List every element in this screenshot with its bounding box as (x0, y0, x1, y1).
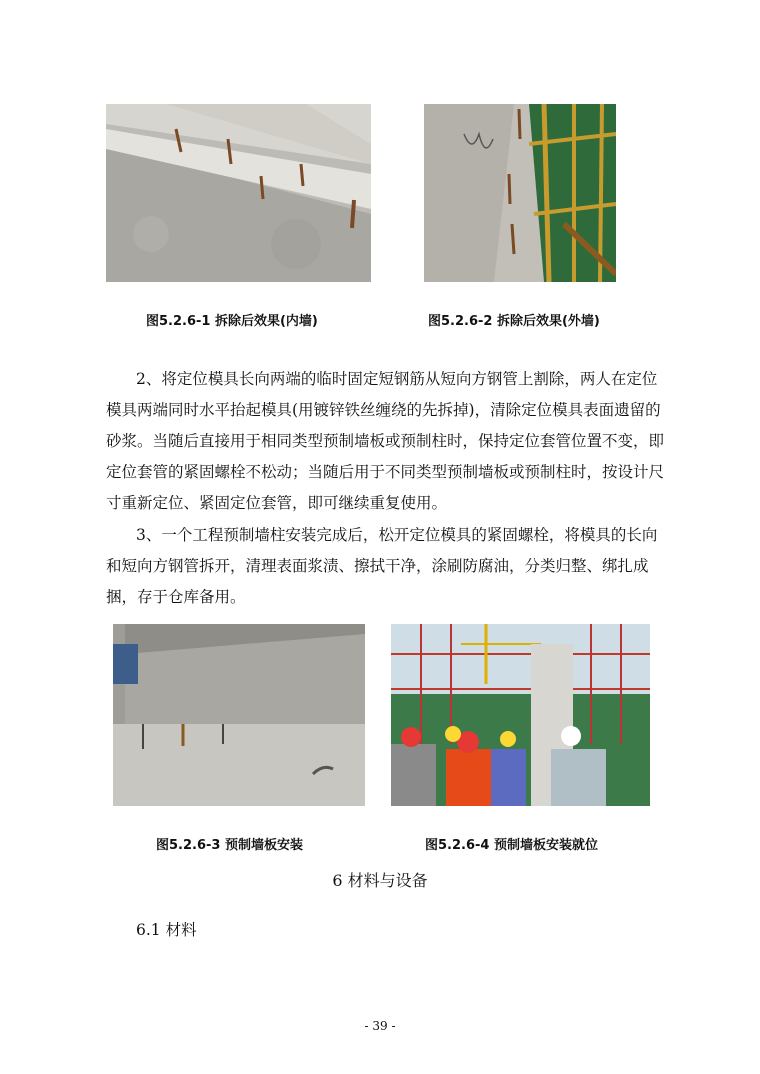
figure-caption: 图5.2.6-4 预制墙板安装就位 (425, 838, 598, 853)
subsection-heading: 6.1 材料 (136, 921, 197, 939)
page-number: - 39 - (364, 1019, 396, 1033)
figure-caption: 图5.2.6-2 拆除后效果(外墙) (428, 314, 600, 329)
body-paragraph: 3、一个工程预制墙柱安装完成后，松开定位模具的紧固螺栓，将模具的长向和短向方钢管拆开，清理表面浆渍、擦拭干净，涂刷防腐油，分类归整、绑扎成捆，存于仓库备用。 (106, 526, 658, 606)
body-paragraph: 2、将定位模具长向两端的临时固定短钢筋从短向方钢管上割除，两人在定位模具两端同时水平抬起模具(用镀锌铁丝缠绕的先拆掉)，清除定位模具表面遗留的砂浆。当随后直接用于相同类型预制墙板或预制柱时，保持定位套管位置不变，即定位套管的紧固螺栓不松动；当随后用于不同类型预制墙板或预制柱时，按设计尺寸重新定位、紧固定位套管，即可继续重复使用。 (106, 370, 665, 512)
section-heading: 6 材料与设备 (332, 871, 428, 890)
figure-photo-exterior-wall (424, 104, 616, 282)
figure-caption: 图5.2.6-3 预制墙板安装 (156, 838, 303, 853)
figure-photo-panel-installation (113, 624, 365, 806)
figure-photo-panel-in-place (391, 624, 650, 806)
figure-photo-interior-wall (106, 104, 371, 282)
figure-caption: 图5.2.6-1 拆除后效果(内墙) (146, 314, 318, 329)
